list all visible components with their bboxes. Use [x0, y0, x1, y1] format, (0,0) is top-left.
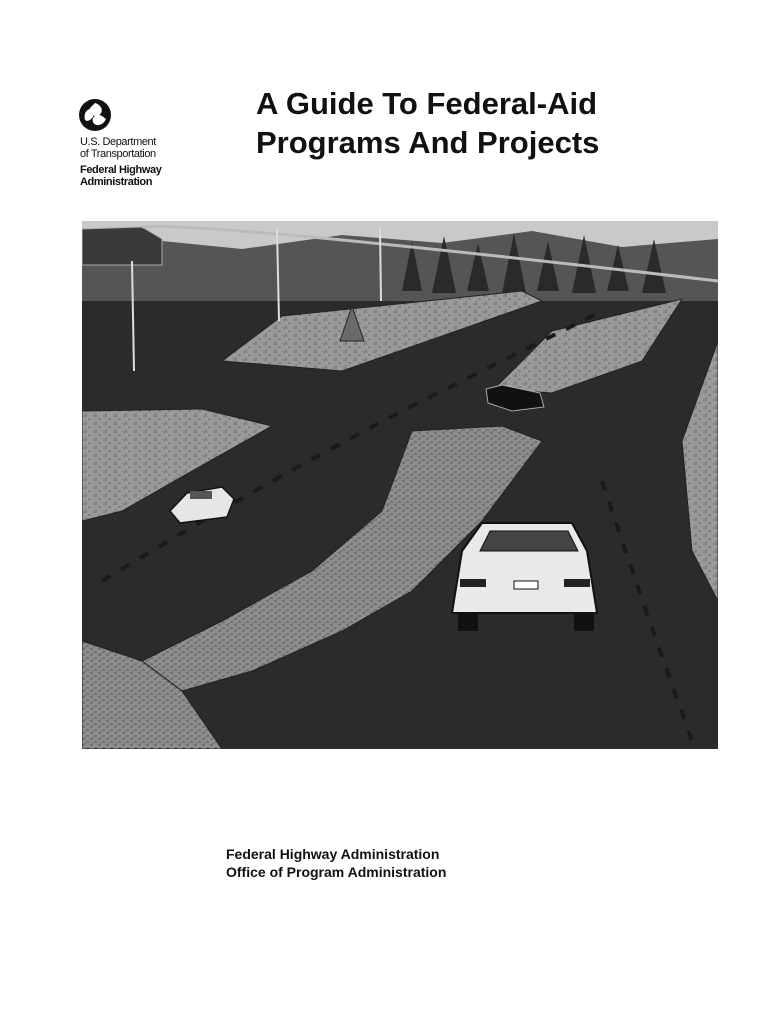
- logo-transportation-line: of Transportation: [80, 148, 156, 160]
- highway-illustration: [82, 221, 718, 749]
- small-car-left: [170, 487, 234, 523]
- agency-logo: [72, 96, 212, 196]
- title-line-2: Programs And Projects: [256, 125, 600, 160]
- title-line-1: A Guide To Federal-Aid: [256, 86, 598, 121]
- dot-logo-icon: [78, 98, 112, 132]
- publisher-agency: Federal Highway Administration: [226, 846, 440, 862]
- publisher-block: [226, 845, 446, 881]
- main-car: [452, 523, 597, 631]
- right-embankment: [682, 341, 718, 601]
- ramp-median: [494, 299, 682, 393]
- highway-scene: [82, 221, 718, 749]
- logo-fhwa-line: Federal Highway: [80, 164, 162, 176]
- overpass-structure: [82, 227, 162, 265]
- publisher-office: Office of Program Administration: [226, 864, 447, 880]
- logo-administration-line: Administration: [80, 176, 153, 188]
- upper-median: [222, 291, 542, 371]
- logo-department-line: U.S. Department: [80, 136, 156, 148]
- document-title: [256, 84, 716, 162]
